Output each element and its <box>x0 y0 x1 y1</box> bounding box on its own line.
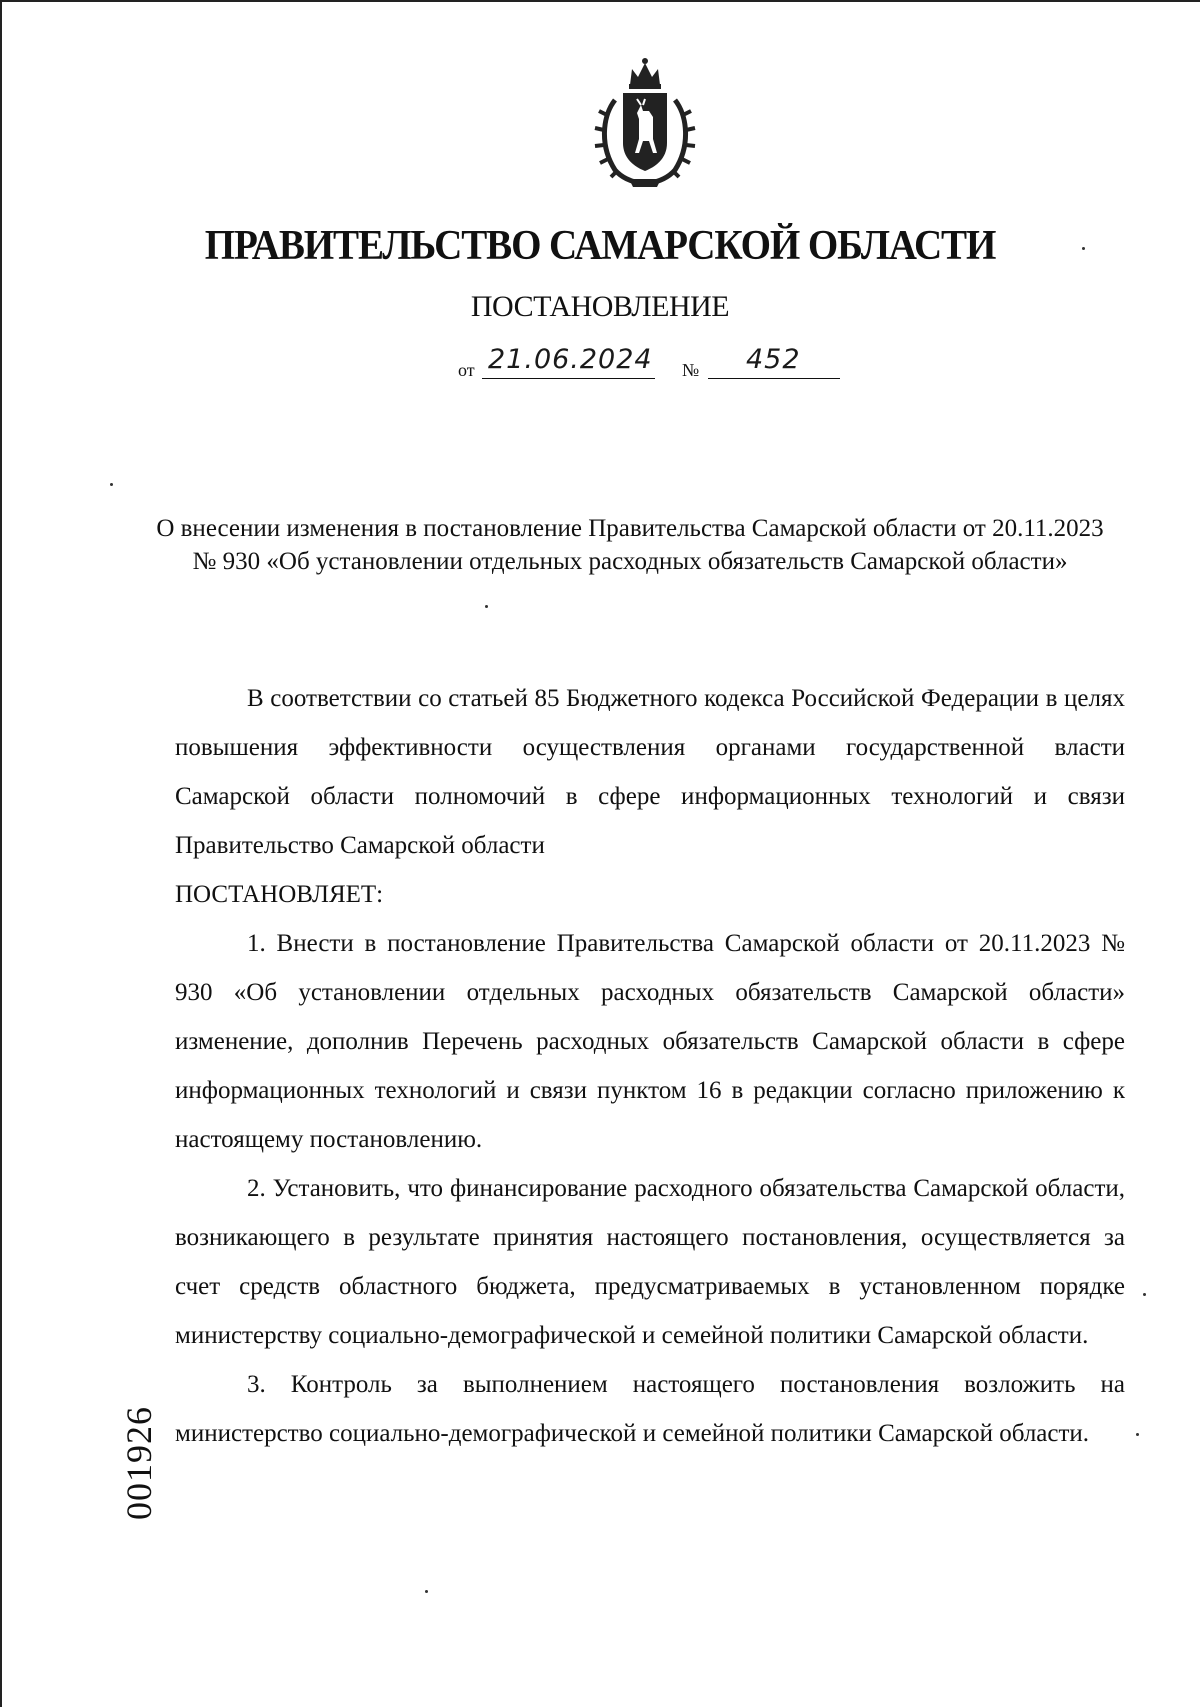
scan-speck <box>1136 1433 1139 1436</box>
date-field <box>482 346 655 379</box>
handwritten-number: 452 <box>746 344 801 375</box>
clause-3: 3. Контроль за выполнением настоящего постановления возложить на министерство социально-демографической и семейной политики Самарской области. <box>175 1371 1125 1447</box>
preamble-paragraph: В соответствии со статьей 85 Бюджетного кодекса Российской Федерации в целях повышения эффективности осуществления органами государственной власти Самарской области полномочий в сфере информационных технологий и связи Правительство Самарской области <box>175 685 1125 859</box>
scan-speck <box>485 605 488 608</box>
date-prefix: от <box>458 360 475 380</box>
scan-speck <box>110 483 113 486</box>
document-type: ПОСТАНОВЛЕНИЕ <box>470 290 730 323</box>
resolves-heading: ПОСТАНОВЛЯЕТ: <box>175 881 384 908</box>
document-subject: О внесении изменения в постановление Правительства Самарской области от 20.11.2023 № 930 «Об установлении отдельных расходных обязательств Самарской области» <box>156 515 1104 575</box>
clause-2: 2. Установить, что финансирование расходного обязательства Самарской области, возникающего в результате принятия настоящего постановления, осуществляется за счет средств областного бюджета, предусматриваемых в установленном порядке министерству социально-демографической и семейной политики Самарской области. <box>175 1175 1125 1349</box>
organization-title: ПРАВИТЕЛЬСТВО САМАРСКОЙ ОБЛАСТИ <box>204 223 996 269</box>
number-prefix: № <box>682 360 700 380</box>
scan-speck <box>425 1590 428 1593</box>
scan-edge-top <box>0 0 1200 2</box>
number-field <box>708 346 840 379</box>
document-body <box>175 674 1125 1458</box>
side-serial-number: 001926 <box>119 1406 159 1520</box>
scan-speck <box>1143 1293 1146 1296</box>
clause-1: 1. Внести в постановление Правительства Самарской области от 20.11.2023 № 930 «Об установлении отдельных расходных обязательств Самарской области» изменение, дополнив Перечень расходных обязательств Самарской области в сфере информационных технологий и связи пунктом 16 в редакции согласно приложению к настоящему постановлению. <box>175 930 1125 1153</box>
handwritten-date: 21.06.2024 <box>488 344 653 375</box>
scan-edge-left <box>0 0 2 1707</box>
date-number-line <box>458 346 858 382</box>
coat-of-arms-emblem <box>585 55 705 190</box>
